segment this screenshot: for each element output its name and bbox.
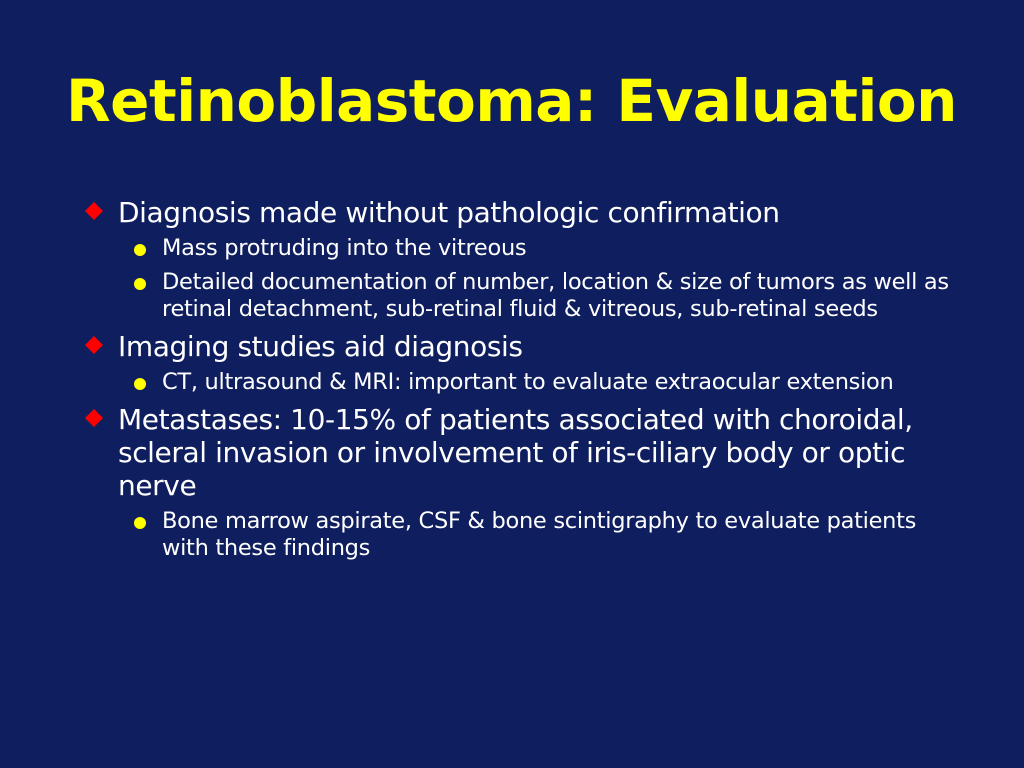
red-diamond-bullet-icon: [85, 202, 103, 220]
red-diamond-bullet-icon: [85, 336, 103, 354]
slide-title: Retinoblastoma: Evaluation: [66, 67, 957, 135]
bullet-item: [82, 330, 962, 363]
sub-bullet-text: Mass protruding into the vitreous: [162, 235, 527, 261]
sub-bullet-text: Detailed documentation of number, location & size of tumors as well as retinal detachment, sub-retinal fluid & vitreous, sub-retinal seeds: [162, 269, 949, 322]
sub-bullet-item: [82, 235, 962, 262]
sub-bullet-text: Bone marrow aspirate, CSF & bone scintigraphy to evaluate patients with these findings: [162, 508, 917, 561]
sub-bullet-item: [82, 369, 962, 396]
yellow-dot-bullet-icon: [134, 244, 146, 256]
sub-bullet-text: CT, ultrasound & MRI: important to evaluate extraocular extension: [162, 369, 894, 395]
bullet-item: [82, 403, 962, 502]
sub-bullet-item: [82, 508, 962, 562]
sub-bullet-item: [82, 269, 962, 323]
bullet-list: [82, 196, 962, 569]
yellow-dot-bullet-icon: [134, 278, 146, 290]
bullet-item: [82, 196, 962, 229]
bullet-text: Diagnosis made without pathologic confirmation: [118, 196, 780, 229]
yellow-dot-bullet-icon: [134, 378, 146, 390]
bullet-text: Metastases: 10-15% of patients associated with choroidal, scleral invasion or involvement of iris-ciliary body or optic nerve: [118, 403, 913, 502]
bullet-text: Imaging studies aid diagnosis: [118, 330, 523, 363]
red-diamond-bullet-icon: [85, 409, 103, 427]
yellow-dot-bullet-icon: [134, 517, 146, 529]
